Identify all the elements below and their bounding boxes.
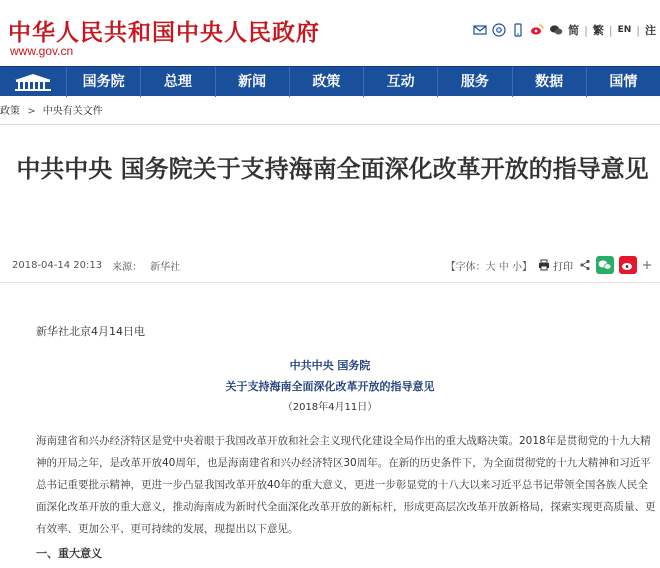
weibo-share-icon[interactable] — [619, 256, 637, 274]
wechat-share-icon[interactable] — [596, 256, 614, 274]
nav-item-policy[interactable]: 政策 — [289, 67, 363, 97]
publish-date: 2018-04-14 20:13 — [12, 259, 103, 271]
breadcrumb-item-policy[interactable]: 政策 — [0, 106, 20, 117]
print-button[interactable] — [538, 258, 573, 273]
weibo-icon[interactable] — [530, 23, 544, 37]
mobile-icon[interactable] — [511, 23, 525, 37]
nav-item-state-council[interactable]: 国务院 — [66, 67, 140, 97]
site-logo-title[interactable]: 中华人民共和国中央人民政府 — [8, 19, 320, 46]
source-label: 来源： — [112, 261, 143, 273]
header-tools — [473, 22, 656, 38]
main-nav — [0, 66, 660, 96]
breadcrumb-item-central-documents[interactable]: 中央有关文件 — [42, 106, 103, 117]
source-name: 新华社 — [150, 261, 181, 273]
share-icons — [579, 256, 652, 274]
lang-simplified-link[interactable]: 简 — [568, 24, 580, 37]
lang-traditional-link[interactable]: 繁 — [592, 24, 604, 37]
great-hall-icon — [13, 72, 53, 92]
plus-icon[interactable] — [642, 260, 652, 270]
section-heading: 一、重大意义 — [36, 547, 102, 560]
print-label: 打印 — [553, 261, 573, 273]
nav-item-interaction[interactable]: 互动 — [363, 67, 437, 97]
lang-english-link[interactable]: EN — [617, 25, 632, 35]
meta-divider — [0, 282, 660, 283]
printer-icon — [538, 259, 550, 271]
dateline: 新华社北京4月14日电 — [36, 325, 145, 338]
font-size-control[interactable]: 【字体：大 中 小】 — [445, 261, 532, 273]
nav-item-data[interactable]: 数据 — [512, 67, 586, 97]
register-link[interactable]: 注 — [645, 24, 656, 37]
nav-home-button[interactable] — [0, 67, 66, 97]
document-title: 关于支持海南全面深化改革开放的指导意见 — [225, 380, 435, 393]
article-title: 中共中央 国务院关于支持海南全面深化改革开放的指导意见 — [16, 155, 649, 183]
site-url[interactable]: www.gov.cn — [10, 44, 74, 58]
document-issuer: 中共中央 国务院 — [289, 359, 371, 372]
breadcrumb — [0, 102, 103, 117]
at-icon[interactable] — [492, 23, 506, 37]
breadcrumb-separator: > — [27, 106, 36, 117]
share-icon[interactable] — [579, 259, 591, 271]
site-header — [0, 0, 660, 66]
nav-item-national-info[interactable]: 国情 — [586, 67, 660, 97]
tool-separator: | — [584, 23, 588, 37]
article-paragraph: 海南建省和兴办经济特区是党中央着眼于我国改革开放和社会主义现代化建设全局作出的重大战略决策。2018年是贯彻党的十九大精神的开局之年，是改革开放40周年，也是海南建省和兴办经济特区30周年。在新的历史条件下，为全面贯彻党的十九大精神和习近平总书记重要批示精神，更进一步凸显我国改革开放40年的重大意义，更进一步彰显党的十八大以来习近平总书记带领全国各族人民全面深化改革开放的重大意义，推动海南成为新时代全面深化改革开放的新标杆，形成更高层次改革开放新格局，探索实现更高质量、更有效率、更加公平、更可持续的发展，现提出以下意见。 — [36, 435, 656, 535]
tool-separator: | — [636, 23, 640, 37]
article-tools — [446, 256, 652, 274]
wechat-icon[interactable] — [549, 23, 563, 37]
document-date: （2018年4月11日） — [282, 402, 378, 413]
header-divider — [0, 124, 660, 125]
nav-item-premier[interactable]: 总理 — [140, 67, 214, 97]
mail-icon[interactable] — [473, 23, 487, 37]
nav-item-services[interactable]: 服务 — [437, 67, 511, 97]
tool-separator: | — [608, 23, 613, 37]
article-meta-bar — [12, 255, 652, 275]
nav-item-news[interactable]: 新闻 — [215, 67, 289, 97]
